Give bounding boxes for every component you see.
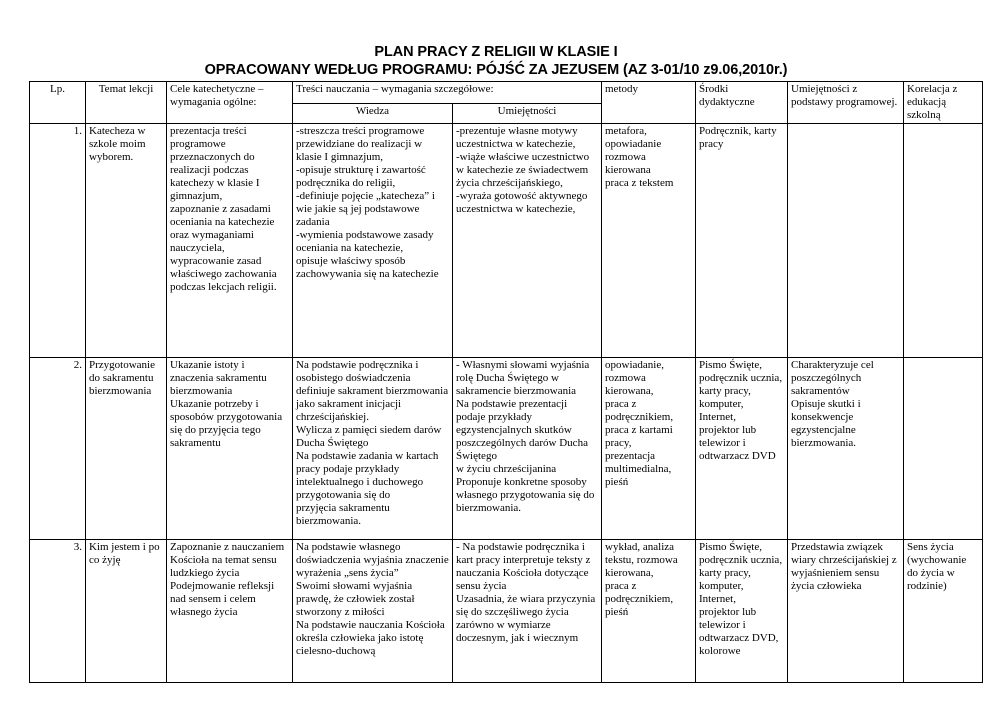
table-row	[30, 124, 983, 358]
row-metody: wykład, analiza tekstu, rozmowa kierowana, praca z podręcznikiem, pieśń	[602, 540, 696, 683]
row-umiejetnosci: - Własnymi słowami wyjaśnia rolę Ducha Świętego w sakramencie bierzmowania Na podstawie prezentacji podaje przykłady egzystencjalnych skutków poszczególnych darów Ducha Świętego w życiu chrześcijanina Proponuje konkretne sposoby własnego przygotowania się do bierzmowania.	[453, 358, 602, 540]
row-metody: metafora, opowiadanie rozmowa kierowana praca z tekstem	[602, 124, 696, 358]
row-lp: 1.	[30, 124, 86, 358]
header-metody: metody	[602, 82, 696, 124]
header-umiejetnosci: Umiejętności	[453, 104, 602, 124]
row-srodki: Pismo Święte, podręcznik ucznia, karty pracy, komputer, Internet, projektor lub telewizor i odtwarzacz DVD	[696, 358, 788, 540]
row-wiedza: -streszcza treści programowe przewidziane do realizacji w klasie I gimnazjum, -opisuje strukturę i zawartość podręcznika do religii, -definiuje pojęcie „katecheza” i wie jakie są jej podstawowe zadania -wymienia podstawowe zasady oceniania na katechezie, opisuje właściwy sposób zachowywania się na katechezie	[293, 124, 453, 358]
header-srodki: Środki dydaktyczne	[696, 82, 788, 124]
row-cele: Ukazanie istoty i znaczenia sakramentu bierzmowania Ukazanie potrzeby i sposobów przygotowania się do przyjęcia tego sakramentu	[167, 358, 293, 540]
document-subtitle: OPRACOWANY WEDŁUG PROGRAMU: PÓJŚĆ ZA JEZUSEM (AZ 3-01/10 z9.06,2010r.)	[204, 62, 788, 78]
row-korelacja	[904, 124, 983, 358]
table-row	[30, 540, 983, 683]
header-tresci: Treści nauczania – wymagania szczegółowe:	[293, 82, 602, 104]
row-umiejetnosci-podstawy: Przedstawia związek wiary chrześcijańskiej z wyjaśnieniem sensu życia człowieka	[788, 540, 904, 683]
row-korelacja	[904, 358, 983, 540]
row-umiejetnosci: -prezentuje własne motywy uczestnictwa w katechezie, -wiąże właściwe uczestnictwo w katechezie ze świadectwem życia chrześcijańskiego, -wyraża gotowość aktywnego uczestnictwa w katechezie,	[453, 124, 602, 358]
row-wiedza: Na podstawie podręcznika i osobistego doświadczenia definiuje sakrament bierzmowania jako sakrament inicjacji chrześcijańskiej. Wylicza z pamięci siedem darów Ducha Świętego Na podstawie zadania w kartach pracy podaje przykłady intelektualnego i duchowego przygotowania się do przyjęcia sakramentu bierzmowania.	[293, 358, 453, 540]
header-cele: Cele katechetyczne – wymagania ogólne:	[167, 82, 293, 124]
row-lp: 3.	[30, 540, 86, 683]
header-wiedza: Wiedza	[293, 104, 453, 124]
header-row	[30, 82, 983, 104]
header-temat: Temat lekcji	[86, 82, 167, 124]
row-umiejetnosci-podstawy	[788, 124, 904, 358]
row-temat: Katecheza w szkole moim wyborem.	[86, 124, 167, 358]
row-cele: prezentacja treści programowe przeznaczonych do realizacji podczas katechezy w klasie I gimnazjum, zapoznanie z zasadami oceniania na katechezie oraz wymaganiami nauczyciela, wypracowanie zasad właściwego zachowania podczas lekcjach religii.	[167, 124, 293, 358]
row-umiejetnosci: - Na podstawie podręcznika i kart pracy interpretuje teksty z nauczania Kościoła dotyczące sensu życia Uzasadnia, że wiara przyczynia się do szczęśliwego życia zarówno w wymiarze doczesnym, jak i wiecznym	[453, 540, 602, 683]
row-cele: Zapoznanie z nauczaniem Kościoła na temat sensu ludzkiego życia Podejmowanie refleksji nad sensem i celem własnego życia	[167, 540, 293, 683]
header-lp: Lp.	[30, 82, 86, 124]
row-temat: Kim jestem i po co żyję	[86, 540, 167, 683]
document-title: PLAN PRACY Z RELIGII W KLASIE I	[374, 44, 618, 60]
row-wiedza: Na podstawie własnego doświadczenia wyjaśnia znaczenie wyrażenia „sens życia” Swoimi słowami wyjaśnia prawdę, że człowiek został stworzony z miłości Na podstawie nauczania Kościoła określa człowieka jako istotę cielesno-duchową	[293, 540, 453, 683]
table-row	[30, 358, 983, 540]
header-korelacja: Korelacja z edukacją szkolną	[904, 82, 983, 124]
row-metody: opowiadanie, rozmowa kierowana, praca z podręcznikiem, praca z kartami pracy, prezentacja multimedialna, pieśń	[602, 358, 696, 540]
row-umiejetnosci-podstawy: Charakteryzuje cel poszczególnych sakramentów Opisuje skutki i konsekwencje egzystencjalne bierzmowania.	[788, 358, 904, 540]
header-umiejetnosci-podstawy: Umiejętności z podstawy programowej.	[788, 82, 904, 124]
lesson-plan-table	[29, 81, 983, 683]
row-temat: Przygotowanie do sakramentu bierzmowania	[86, 358, 167, 540]
row-lp: 2.	[30, 358, 86, 540]
row-srodki: Pismo Święte, podręcznik ucznia, karty pracy, komputer, Internet, projektor lub telewizor i odtwarzacz DVD, kolorowe	[696, 540, 788, 683]
row-srodki: Podręcznik, karty pracy	[696, 124, 788, 358]
row-korelacja: Sens życia (wychowanie do życia w rodzinie)	[904, 540, 983, 683]
